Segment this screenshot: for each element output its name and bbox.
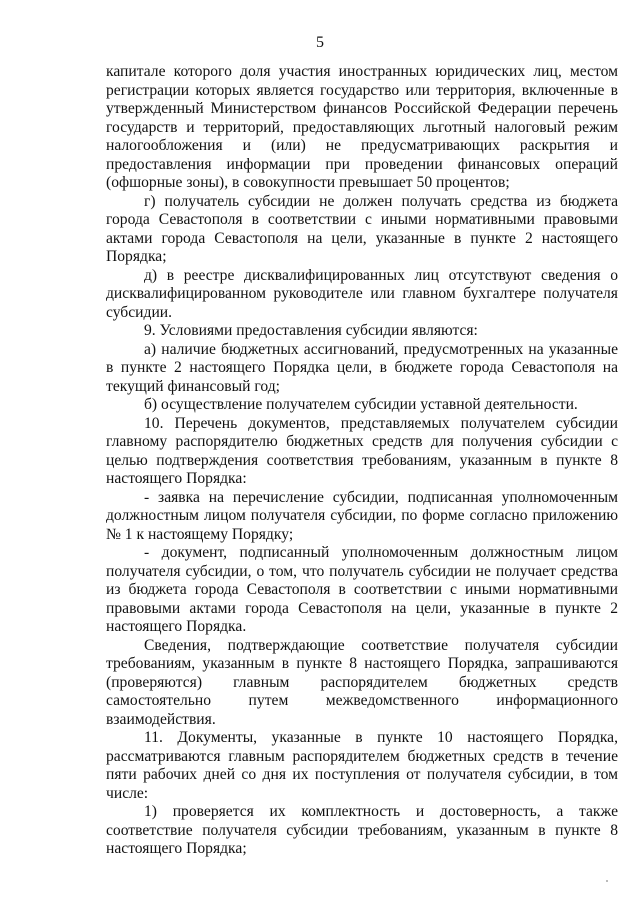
paragraph-clause-9-a: а) наличие бюджетных ассигнований, предусмотренных на указанные в пункте 2 настоящего Порядка цели, в бюджете города Севастополя на текущий финансовый год;: [106, 340, 618, 395]
paragraph-clause-10: 10. Перечень документов, представляемых получателем субсидии главному распорядителю бюджетных средств для получения субсидии с целью подтверждения соответствия требованиям, указанным в пункте 8 настоящего Порядка:: [106, 414, 618, 487]
paragraph-clause-10-verification: Сведения, подтверждающие соответствие получателя субсидии требованиям, указанным в пункте 8 настоящего Порядка, запрашиваются (проверяются) главным распорядителем бюджетных средств самостоятельно путем межведомственного информационного взаимодействия.: [106, 636, 618, 728]
paragraph-item-d: д) в реестре дисквалифицированных лиц отсутствуют сведения о дисквалифицированном руководителе или главном бухгалтере получателя субсидии.: [106, 266, 618, 321]
paragraph-clause-10-document: - документ, подписанный уполномоченным должностным лицом получателя субсидии, о том, что получатель субсидии не получает средства из бюджета города Севастополя в соответствии с иными нормативными правовыми актами города Севастополя на цели, указанные в пункте 2 настоящего Порядка.: [106, 544, 618, 635]
paragraph-clause-11: 11. Документы, указанные в пункте 10 настоящего Порядка, рассматриваются главным распорядителем бюджетных средств в течение пяти рабочих дней со дня их поступления от получателя субсидии, в том числе:: [106, 729, 618, 802]
paragraph-clause-9: 9. Условиями предоставления субсидии являются:: [144, 322, 478, 339]
paragraph-clause-11-1: 1) проверяется их комплектность и достоверность, а также соответствие получателя субсидии требованиям, указанным в пункте 8 настоящего Порядка;: [106, 803, 618, 857]
paragraph-clause-9-b: б) осуществление получателем субсидии уставной деятельности.: [144, 396, 578, 413]
document-body: [106, 63, 618, 859]
paragraph-item-g: г) получатель субсидии не должен получать средства из бюджета города Севастополя в соответствии с иными нормативными правовыми актами города Севастополя на цели, указанные в пункте 2 настоящего Порядка;: [106, 192, 618, 265]
page-number: 5: [316, 34, 324, 51]
paragraph-clause-10-application: - заявка на перечисление субсидии, подписанная уполномоченным должностным лицом получателя субсидии, по форме согласно приложению № 1 к настоящему Порядку;: [106, 488, 618, 543]
scan-speck: [606, 880, 608, 882]
paragraph-continued-offshore: капитале которого доля участия иностранных юридических лиц, местом регистрации которых является государство или территория, включенные в утвержденный Министерством финансов Российской Федерации перечень государств и территорий, предоставляющих льготный налоговый режим налогообложения и (или) не предусматривающих раскрытия и предоставления информации при проведении финансовых операций (офшорные зоны), в совокупности превышает 50 процентов;: [106, 63, 618, 191]
